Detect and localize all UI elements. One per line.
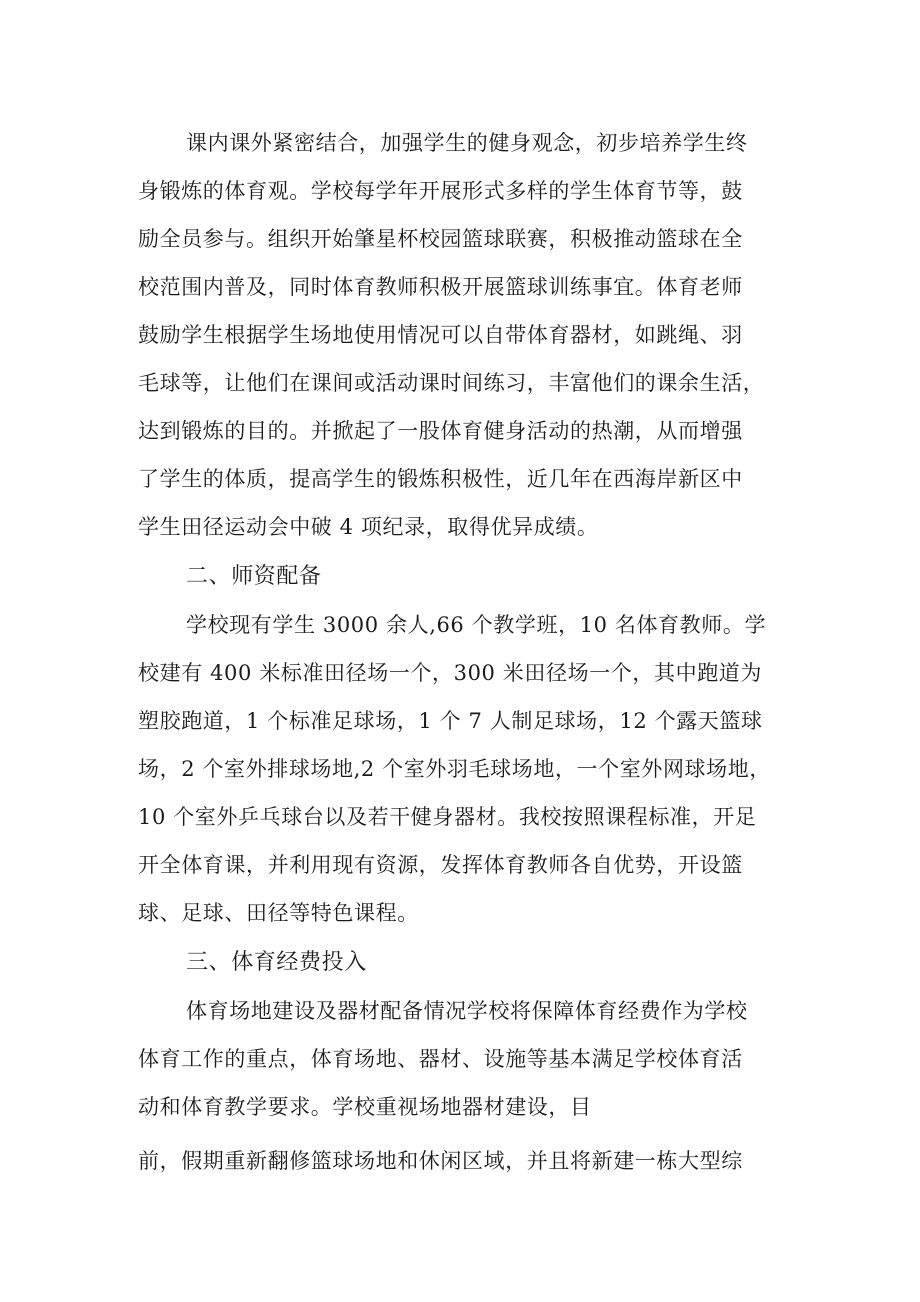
paragraph-line: 学生田径运动会中破 4 项纪录，取得优异成绩。 [138,515,599,539]
paragraph-line: 塑胶跑道，1 个标准足球场，1 个 7 人制足球场，12 个露天篮球 [138,709,763,733]
paragraph-line: 动和体育教学要求。学校重视场地器材建设，目 [138,1095,592,1119]
paragraph-line: 了学生的体质，提高学生的锻炼积极性，近几年在西海岸新区中 [138,467,743,491]
paragraph-line: 开全体育课，并利用现有资源，发挥体育教师各自优势，开设篮 [138,853,743,877]
paragraph-line: 身锻炼的体育观。学校每学年开展形式多样的学生体育节等，鼓 [138,179,743,203]
paragraph-line: 体育工作的重点，体育场地、器材、设施等基本满足学校体育活 [138,1047,743,1071]
paragraph-line: 课内课外紧密结合，加强学生的健身观念，初步培养学生终 [186,131,748,155]
paragraph-line: 学校现有学生 3000 余人,66 个教学班，10 名体育教师。学 [186,613,767,637]
paragraph-line: 鼓励学生根据学生场地使用情况可以自带体育器材，如跳绳、羽 [138,323,743,347]
section-heading-funding: 三、体育经费投入 [186,950,367,975]
paragraph-line: 球、足球、田径等特色课程。 [138,901,419,925]
paragraph-line: 校范围内普及，同时体育教师积极开展篮球训练事宜。体育老师 [138,275,743,299]
paragraph-line: 体育场地建设及器材配备情况学校将保障体育经费作为学校 [186,999,748,1023]
paragraph-line: 10 个室外乒乓球台以及若干健身器材。我校按照课程标准，开足 [138,805,757,829]
paragraph-line: 达到锻炼的目的。并掀起了一股体育健身活动的热潮，从而增强 [138,419,743,443]
section-heading-staffing: 二、师资配备 [186,564,322,589]
paragraph-line: 前，假期重新翻修篮球场地和休闲区域，并且将新建一栋大型综 [138,1149,743,1173]
paragraph-line: 校建有 400 米标准田径场一个，300 米田径场一个，其中跑道为 [138,661,762,685]
paragraph-line: 毛球等，让他们在课间或活动课时间练习，丰富他们的课余生活， [138,371,765,395]
paragraph-line: 励全员参与。组织开始肇星杯校园篮球联赛，积极推动篮球在全 [138,227,743,251]
paragraph-line: 场，2 个室外排球场地,2 个室外羽毛球场地，一个室外网球场地， [138,757,771,781]
